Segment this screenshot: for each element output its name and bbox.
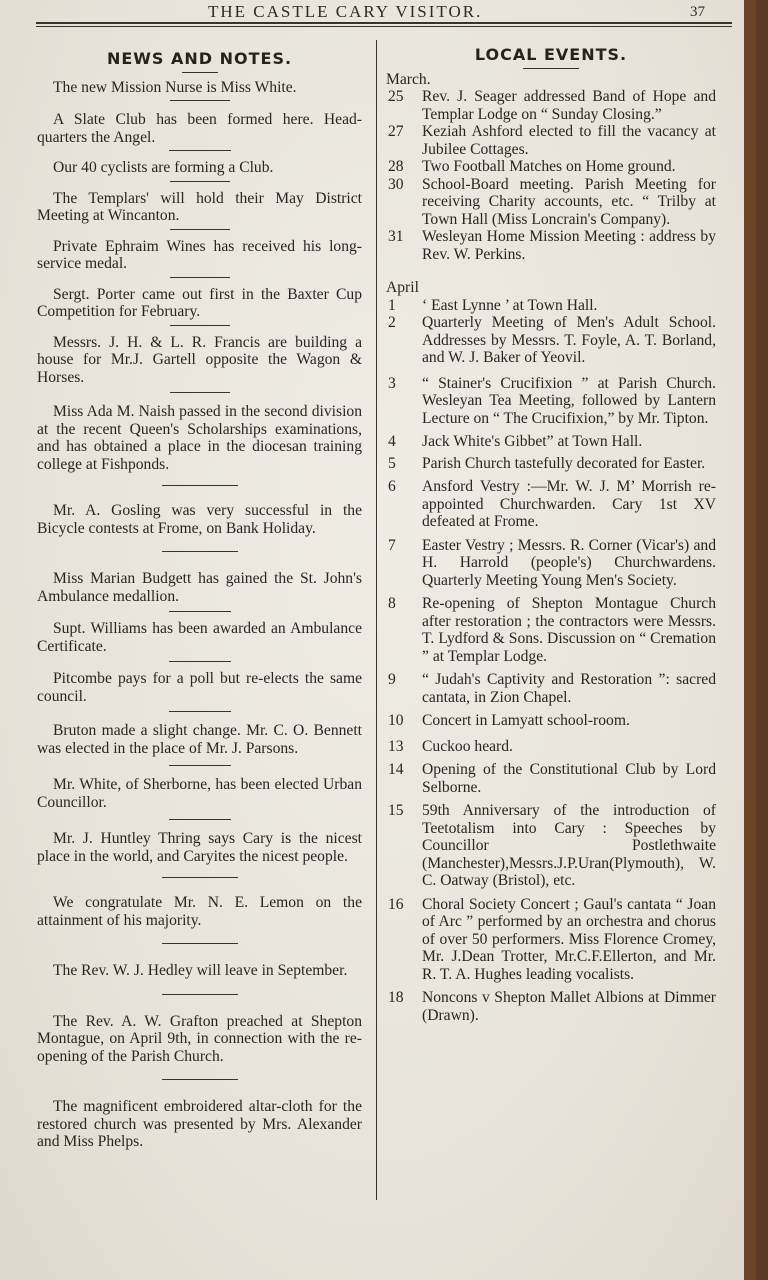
event-text: Concert in Lamyatt school-room. xyxy=(422,712,630,729)
event-date: 13 xyxy=(388,737,404,755)
event-date: 10 xyxy=(388,712,404,729)
event-date: 2 xyxy=(388,314,396,331)
event-text: Re-opening of Shepton Montague Church after restoration ; the contractors were Messrs. T. Lydford & Sons. Discussion on “ Cremation ” at Templar Lodge. xyxy=(422,595,716,665)
event-entry xyxy=(386,595,716,665)
header-rule-thin xyxy=(36,26,732,27)
event-entry xyxy=(386,989,716,1024)
page-number: 37 xyxy=(690,4,705,20)
event-text: Ansford Vestry :—Mr. W. J. M’ Morrish re-appointed Churchwarden. Cary 1st XV defeated at Frome. xyxy=(422,478,716,530)
event-text: Wesleyan Home Mission Meeting : address by Rev. W. Perkins. xyxy=(422,228,716,263)
news-item: The magnificent embroidered altar-cloth for the restored church was presented by Mrs. Alexander and Miss Phelps. xyxy=(37,1098,362,1150)
news-item: Our 40 cyclists are forming a Club. xyxy=(53,159,274,176)
event-text: Jack White's Gibbet” at Town Hall. xyxy=(422,433,643,450)
event-entry xyxy=(386,88,716,123)
event-entry xyxy=(386,802,716,890)
event-date: 18 xyxy=(388,989,404,1006)
news-item: Supt. Williams has been awarded an Ambulance Certificate. xyxy=(37,620,362,655)
local-events-column xyxy=(386,44,716,1030)
event-text: Two Football Matches on Home ground. xyxy=(422,158,676,175)
page-edge xyxy=(744,0,756,1280)
separator xyxy=(170,277,230,278)
event-text: Easter Vestry ; Messrs. R. Corner (Vicar's) and H. Harrold (people's) Churchwardens. Quarterly Meeting Young Men's Society. xyxy=(422,536,716,589)
event-date: 3 xyxy=(388,374,396,392)
event-date: 16 xyxy=(388,895,404,913)
event-text: Cuckoo heard. xyxy=(422,737,513,755)
event-date: 5 xyxy=(388,454,396,472)
column-divider xyxy=(376,40,377,1200)
event-text: Choral Society Concert ; Gaul's cantata “ Joan of Arc ” performed by an orchestra and chorus of over 50 performers. Miss Florence Cromey, Mr. J.Dean Trotter, Mr.C.F.Ellerton, and Mr. R. T. A. Hughes leading vocalists. xyxy=(422,895,716,983)
news-item: Private Ephraim Wines has received his long-service medal. xyxy=(37,237,362,272)
event-text: Keziah Ashford elected to fill the vacancy at Jubilee Cottages. xyxy=(422,123,716,158)
event-entry xyxy=(386,228,716,263)
event-text: “ Stainer's Crucifixion ” at Parish Church. Wesleyan Tea Meeting, followed by Lantern Lecture on “ The Crucifixion,” by Mr. Tipton. xyxy=(422,374,716,427)
separator xyxy=(169,661,231,662)
separator xyxy=(170,100,230,101)
event-text: Parish Church tastefully decorated for Easter. xyxy=(422,454,706,472)
event-entry xyxy=(386,896,716,984)
event-date: 28 xyxy=(388,158,404,175)
separator xyxy=(162,1079,238,1080)
separator xyxy=(169,711,231,712)
separator xyxy=(170,325,230,326)
event-date: 8 xyxy=(388,595,396,612)
heading-rule xyxy=(523,68,579,69)
event-entry xyxy=(386,158,716,176)
event-date: 1 xyxy=(388,296,396,314)
event-text: ‘ East Lynne ’ at Town Hall. xyxy=(422,296,598,314)
event-entry xyxy=(386,297,716,315)
event-entry xyxy=(386,314,716,367)
event-date: 7 xyxy=(388,536,396,554)
event-entry xyxy=(386,738,716,756)
event-date: 9 xyxy=(388,671,396,688)
event-entry xyxy=(386,176,716,229)
news-item: We congratulate Mr. N. E. Lemon on the attainment of his majority. xyxy=(37,894,362,929)
event-date: 4 xyxy=(388,433,396,450)
event-date: 30 xyxy=(388,175,404,193)
header-rule xyxy=(36,22,732,24)
news-item: Mr. White, of Sherborne, has been elected Urban Councillor. xyxy=(37,776,362,811)
news-item: Sergt. Porter came out first in the Baxter Cup Competition for February. xyxy=(37,285,362,320)
separator xyxy=(169,611,231,612)
news-item: The Rev. W. J. Hedley will leave in September. xyxy=(53,962,348,979)
event-date: 14 xyxy=(388,761,404,778)
event-text: School-Board meeting. Parish Meeting for receiving Charity accounts, etc. “ Trilby at Town Hall (Miss Loncrain's Company). xyxy=(422,175,716,228)
separator xyxy=(162,551,238,552)
news-item: Mr. J. Huntley Thring says Cary is the nicest place in the world, and Caryites the nicest people. xyxy=(37,830,362,865)
event-text: Rev. J. Seager addressed Band of Hope and Templar Lodge on “ Sunday Closing.” xyxy=(422,88,716,123)
separator xyxy=(162,877,238,878)
event-date: 15 xyxy=(388,802,404,819)
event-text: 59th Anniversary of the introduction of Teetotalism into Cary : Speeches by Councillor Postlethwaite (Manchester),Messrs.J.P.Uran(Plymouth), W. C. Oatway (Bristol), etc. xyxy=(422,802,716,889)
event-entry xyxy=(386,433,716,451)
news-item: Messrs. J. H. & L. R. Francis are building a house for Mr.J. Gartell opposite the Wagon & Horses. xyxy=(37,333,362,386)
separator xyxy=(169,765,231,766)
running-header xyxy=(0,0,756,22)
month-label: April xyxy=(386,279,419,296)
event-text: Noncons v Shepton Mallet Albions at Dimmer (Drawn). xyxy=(422,989,716,1024)
news-item: Mr. A. Gosling was very successful in the Bicycle contests at Frome, on Bank Holiday. xyxy=(37,502,362,537)
separator xyxy=(170,181,230,182)
news-item: The new Mission Nurse is Miss White. xyxy=(53,78,297,96)
event-date: 27 xyxy=(388,123,404,140)
event-entry xyxy=(386,375,716,428)
heading-rule xyxy=(182,72,218,73)
month-label: March. xyxy=(386,70,431,88)
news-item: The Rev. A. W. Grafton preached at Shepton Montague, on April 9th, in connection with the re-opening of the Parish Church. xyxy=(37,1012,362,1065)
news-item: The Templars' will hold their May District Meeting at Wincanton. xyxy=(37,189,362,224)
news-item: Pitcombe pays for a poll but re-elects the same council. xyxy=(37,670,362,705)
separator xyxy=(169,819,231,820)
event-date: 6 xyxy=(388,478,396,495)
news-and-notes-column xyxy=(37,44,362,1151)
separator xyxy=(162,994,238,995)
publication-title: THE CASTLE CARY VISITOR. xyxy=(208,2,483,21)
separator xyxy=(162,485,238,486)
event-date: 25 xyxy=(388,88,404,105)
news-heading: NEWS AND NOTES. xyxy=(106,49,293,68)
news-item: Miss Marian Budgett has gained the St. John's Ambulance medallion. xyxy=(37,570,362,605)
event-entry xyxy=(386,478,716,531)
separator xyxy=(169,150,231,151)
event-entry xyxy=(386,123,716,158)
separator xyxy=(170,229,230,230)
event-text: Quarterly Meeting of Men's Adult School. Addresses by Messrs. T. Foyle, A. T. Borland, and W. J. Baker of Yeovil. xyxy=(422,314,716,366)
separator xyxy=(162,943,238,944)
news-item: Bruton made a slight change. Mr. C. O. Bennett was elected in the place of Mr. J. Parsons. xyxy=(37,722,362,757)
events-heading: LOCAL EVENTS. xyxy=(474,45,628,64)
event-text: “ Judah's Captivity and Restoration ”: sacred cantata, in Zion Chapel. xyxy=(422,671,716,706)
news-item: A Slate Club has been formed here. Head-quarters the Angel. xyxy=(37,111,362,146)
event-text: Opening of the Constitutional Club by Lord Selborne. xyxy=(422,761,716,796)
event-entry xyxy=(386,537,716,590)
event-entry xyxy=(386,671,716,706)
separator xyxy=(170,392,230,393)
event-entry xyxy=(386,455,716,473)
event-entry xyxy=(386,761,716,796)
event-date: 31 xyxy=(388,228,404,245)
news-item: Miss Ada M. Naish passed in the second division at the recent Queen's Scholarships examinations, and has obtained a place in the diocesan training college at Fishponds. xyxy=(37,403,362,473)
event-entry xyxy=(386,712,716,730)
